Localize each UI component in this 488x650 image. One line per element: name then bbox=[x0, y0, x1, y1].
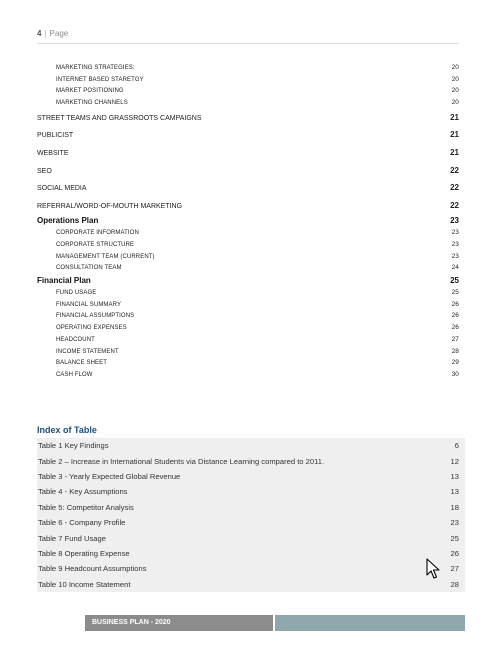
toc-entry[interactable] bbox=[37, 74, 459, 86]
toc-entry-label: CORPORATE INFORMATION bbox=[56, 230, 139, 237]
toc-entry-page: 22 bbox=[450, 165, 459, 175]
index-table-row-page: 6 bbox=[454, 441, 459, 451]
toc-entry-page: 25 bbox=[451, 289, 459, 297]
toc-entry[interactable] bbox=[37, 287, 459, 299]
toc-entry-page: 22 bbox=[450, 200, 459, 210]
toc-entry-label: CASH FLOW bbox=[56, 371, 93, 378]
toc-entry-page: 20 bbox=[451, 75, 459, 83]
toc-entry[interactable] bbox=[37, 334, 459, 346]
index-table-row-label: Table 1 Key Findings bbox=[38, 441, 109, 451]
page-header bbox=[37, 29, 459, 44]
index-table-row[interactable] bbox=[37, 469, 465, 484]
toc-entry-label: CONSULTATION TEAM bbox=[56, 265, 122, 272]
toc-entry-page: 21 bbox=[450, 130, 459, 140]
toc-entry-label: Operations Plan bbox=[37, 216, 99, 226]
page-label: Page bbox=[49, 29, 69, 38]
toc-entry-label: MARKETING CHANNELS bbox=[56, 100, 128, 107]
index-table-row-page: 12 bbox=[450, 456, 459, 466]
toc-entry-page: 21 bbox=[450, 112, 459, 122]
index-table-row[interactable] bbox=[37, 484, 465, 499]
toc-entry-label: INTERNET BASED STARETGY bbox=[56, 76, 144, 83]
toc-entry[interactable] bbox=[37, 322, 459, 334]
toc-entry[interactable] bbox=[37, 251, 459, 263]
toc-entry-label: SOCIAL MEDIA bbox=[37, 185, 87, 193]
toc-entry[interactable] bbox=[37, 97, 459, 109]
toc-entry-label: FINANCIAL SUMMARY bbox=[56, 301, 122, 308]
index-table-row-page: 28 bbox=[450, 579, 459, 589]
index-table-row-page: 13 bbox=[450, 487, 459, 497]
toc-entry-label: PUBLICIST bbox=[37, 132, 74, 140]
page-footer bbox=[85, 615, 465, 631]
toc-entry[interactable] bbox=[37, 274, 459, 287]
toc-entry[interactable] bbox=[37, 62, 459, 74]
index-table-row-page: 25 bbox=[450, 533, 459, 543]
index-table-row-label: Table 9 Headcount Assumptions bbox=[38, 564, 147, 574]
toc-entry[interactable] bbox=[37, 126, 459, 144]
toc-entry-page: 25 bbox=[450, 276, 459, 286]
toc-entry-page: 20 bbox=[451, 99, 459, 107]
index-table-row[interactable] bbox=[37, 546, 465, 561]
toc-entry-page: 21 bbox=[450, 147, 459, 157]
index-table-row-label: Table 4 - Key Assumptions bbox=[38, 487, 128, 497]
toc-entry-label: MARKETING STRATEGIES: bbox=[56, 65, 135, 71]
toc-entry-label: WEBSITE bbox=[37, 149, 69, 157]
mouse-pointer-icon bbox=[426, 558, 440, 580]
index-table-row[interactable] bbox=[37, 438, 465, 453]
toc-entry-page: 22 bbox=[450, 183, 459, 193]
toc-entry[interactable] bbox=[37, 85, 459, 97]
index-table-row[interactable] bbox=[37, 515, 465, 530]
index-table-row[interactable] bbox=[37, 453, 465, 468]
index-table-row-label: Table 10 Income Statement bbox=[38, 579, 131, 589]
toc-entry[interactable] bbox=[37, 179, 459, 197]
toc-entry-page: 20 bbox=[451, 64, 459, 71]
toc-entry-page: 27 bbox=[451, 335, 459, 343]
page-number: 4 bbox=[37, 29, 42, 38]
toc-entry[interactable] bbox=[37, 144, 459, 162]
header-separator: | bbox=[44, 29, 47, 38]
toc-entry-label: Financial Plan bbox=[37, 276, 91, 286]
index-of-table-title: Index of Table bbox=[37, 425, 97, 435]
index-of-table-list bbox=[37, 438, 465, 592]
toc-entry[interactable] bbox=[37, 299, 459, 311]
index-table-row-label: Table 6 - Company Profile bbox=[38, 518, 126, 528]
toc-entry-page: 26 bbox=[451, 312, 459, 320]
toc-entry-page: 23 bbox=[450, 216, 459, 226]
table-of-contents bbox=[37, 62, 459, 381]
index-table-row-label: Table 5: Competitor Analysis bbox=[38, 502, 134, 512]
index-table-row-label: Table 7 Fund Usage bbox=[38, 533, 106, 543]
toc-entry-page: 26 bbox=[451, 300, 459, 308]
index-table-row-page: 13 bbox=[450, 471, 459, 481]
footer-accent-bar bbox=[275, 615, 465, 631]
toc-entry-label: BALANCE SHEET bbox=[56, 360, 107, 367]
footer-label: BUSINESS PLAN - 2020 bbox=[85, 615, 273, 631]
toc-entry-label: INCOME STATEMENT bbox=[56, 348, 119, 355]
toc-entry-label: OPERATING EXPENSES bbox=[56, 325, 127, 332]
toc-entry-label: STREET TEAMS AND GRASSROOTS CAMPAIGNS bbox=[37, 114, 202, 122]
index-table-row[interactable] bbox=[37, 561, 465, 576]
index-table-row-label: Table 8 Operating Expense bbox=[38, 548, 130, 558]
toc-entry-page: 23 bbox=[451, 229, 459, 237]
toc-entry-page: 20 bbox=[451, 87, 459, 95]
toc-entry[interactable] bbox=[37, 369, 459, 381]
toc-entry-label: HEADCOUNT bbox=[56, 336, 95, 343]
toc-entry-label: REFERRAL/WORD-OF-MOUTH MARKETING bbox=[37, 202, 183, 210]
toc-entry-label: MARKET POSITIONING bbox=[56, 88, 124, 95]
index-table-row[interactable] bbox=[37, 577, 465, 592]
index-table-row-page: 18 bbox=[450, 502, 459, 512]
toc-entry[interactable] bbox=[37, 357, 459, 369]
toc-entry-page: 24 bbox=[451, 264, 459, 272]
toc-entry[interactable] bbox=[37, 109, 459, 127]
toc-entry-label: SEO bbox=[37, 167, 52, 175]
index-table-row-page: 26 bbox=[450, 548, 459, 558]
toc-entry[interactable] bbox=[37, 239, 459, 251]
toc-entry[interactable] bbox=[37, 214, 459, 227]
toc-entry-page: 29 bbox=[451, 359, 459, 367]
toc-entry[interactable] bbox=[37, 162, 459, 180]
toc-entry-label: FINANCIAL ASSUMPTIONS bbox=[56, 313, 135, 320]
toc-entry-page: 23 bbox=[451, 241, 459, 248]
toc-entry[interactable] bbox=[37, 262, 459, 274]
toc-entry-label: MANAGEMENT TEAM (CURRENT) bbox=[56, 253, 155, 260]
index-table-row-page: 23 bbox=[450, 518, 459, 528]
index-table-row-label: Table 3 - Yearly Expected Global Revenue bbox=[38, 471, 181, 481]
toc-entry[interactable] bbox=[37, 197, 459, 215]
toc-entry-label: FUND USAGE bbox=[56, 290, 97, 297]
index-table-row-label: Table 2 – Increase in International Students via Distance Learning compared to 2011. bbox=[38, 456, 325, 466]
toc-entry[interactable] bbox=[37, 227, 459, 239]
toc-entry-page: 26 bbox=[451, 324, 459, 332]
toc-entry-label: CORPORATE STRUCTURE bbox=[56, 242, 135, 248]
toc-entry[interactable] bbox=[37, 310, 459, 322]
toc-entry-page: 23 bbox=[451, 252, 459, 260]
index-table-row-page: 27 bbox=[450, 564, 459, 574]
index-table-row[interactable] bbox=[37, 500, 465, 515]
toc-entry-page: 30 bbox=[451, 370, 459, 378]
toc-entry-page: 28 bbox=[451, 347, 459, 355]
index-table-row[interactable] bbox=[37, 530, 465, 545]
toc-entry[interactable] bbox=[37, 346, 459, 358]
